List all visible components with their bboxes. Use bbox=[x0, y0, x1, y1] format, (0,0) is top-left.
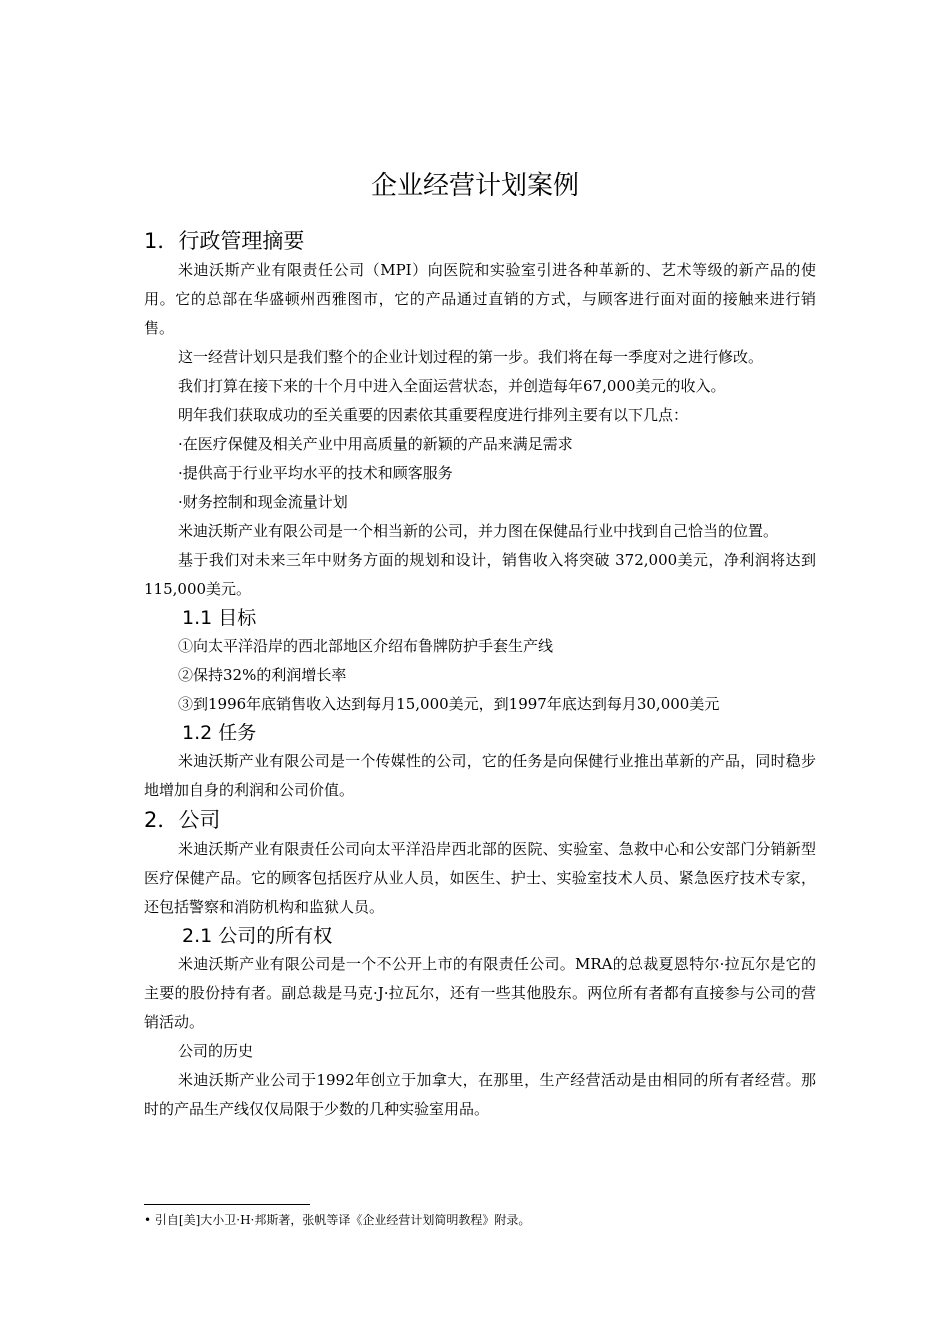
goal-item: ②保持32%的利润增长率 bbox=[178, 666, 347, 684]
goal-item: ①向太平洋沿岸的西北部地区介绍布鲁牌防护手套生产线 bbox=[178, 637, 554, 655]
section-heading-1: 1．行政管理摘要 bbox=[144, 229, 305, 253]
paragraph: 米迪沃斯产业有限公司是一个传媒性的公司，它的任务是向保健行业推出革新的产品，同时稳步地增加自身的利润和公司价值。 bbox=[144, 752, 816, 799]
bullet-item: ·在医疗保健及相关产业中用高质量的新颖的产品来满足需求 bbox=[178, 435, 573, 453]
bullet-item: ·提供高于行业平均水平的技术和顾客服务 bbox=[178, 464, 453, 482]
paragraph: 明年我们获取成功的至关重要的因素依其重要程度进行排列主要有以下几点： bbox=[178, 406, 689, 424]
paragraph: 这一经营计划只是我们整个的企业计划过程的第一步。我们将在每一季度对之进行修改。 bbox=[178, 348, 764, 366]
paragraph: 米迪沃斯产业公司于1992年创立于加拿大，在那里，生产经营活动是由相同的所有者经营。那时的产品生产线仅仅局限于少数的几种实验室用品。 bbox=[144, 1071, 816, 1118]
section-heading-2: 2．公司 bbox=[144, 808, 221, 832]
paragraph: 米迪沃斯产业有限责任公司向太平洋沿岸西北部的医院、实验室、急救中心和公安部门分销新型医疗保健产品。它的顾客包括医疗从业人员，如医生、护士、实验室技术人员、紧急医疗技术专家，还包括警察和消防机构和监狱人员。 bbox=[144, 840, 816, 916]
paragraph: 我们打算在接下来的十个月中进入全面运营状态，并创造每年67,000美元的收入。 bbox=[178, 377, 726, 395]
goal-item: ③到1996年底销售收入达到每月15,000美元，到1997年底达到每月30,000美元 bbox=[178, 695, 720, 713]
section-heading-1-2: 1.2 任务 bbox=[182, 722, 257, 744]
footnote-divider bbox=[144, 1204, 310, 1205]
subheading-company-history: 公司的历史 bbox=[178, 1042, 254, 1060]
paragraph: 基于我们对未来三年中财务方面的规划和设计，销售收入将突破 372,000美元，净利润将达到115,000美元。 bbox=[144, 551, 816, 598]
paragraph: 米迪沃斯产业有限责任公司（MPI）向医院和实验室引进各种革新的、艺术等级的新产品的使用。它的总部在华盛顿州西雅图市，它的产品通过直销的方式，与顾客进行面对面的接触来进行销售。 bbox=[144, 261, 816, 337]
document-title: 企业经营计划案例 bbox=[370, 171, 579, 201]
bullet-item: ·财务控制和现金流量计划 bbox=[178, 493, 348, 511]
paragraph: 米迪沃斯产业有限公司是一个相当新的公司，并力图在保健品行业中找到自己恰当的位置。 bbox=[178, 522, 779, 540]
section-heading-2-1: 2.1 公司的所有权 bbox=[182, 925, 333, 947]
paragraph: 米迪沃斯产业有限公司是一个不公开上市的有限责任公司。MRA的总裁夏恩特尔·拉瓦尔是它的主要的股份持有者。副总裁是马克·J·拉瓦尔，还有一些其他股东。两位所有者都有直接参与公司的营销活动。 bbox=[144, 955, 816, 1031]
section-heading-1-1: 1.1 目标 bbox=[182, 607, 257, 629]
footnote: • 引自[美]大小卫·H·邦斯著，张帆等译《企业经营计划简明教程》附录。 bbox=[144, 1213, 531, 1227]
document-body bbox=[144, 226, 816, 1124]
